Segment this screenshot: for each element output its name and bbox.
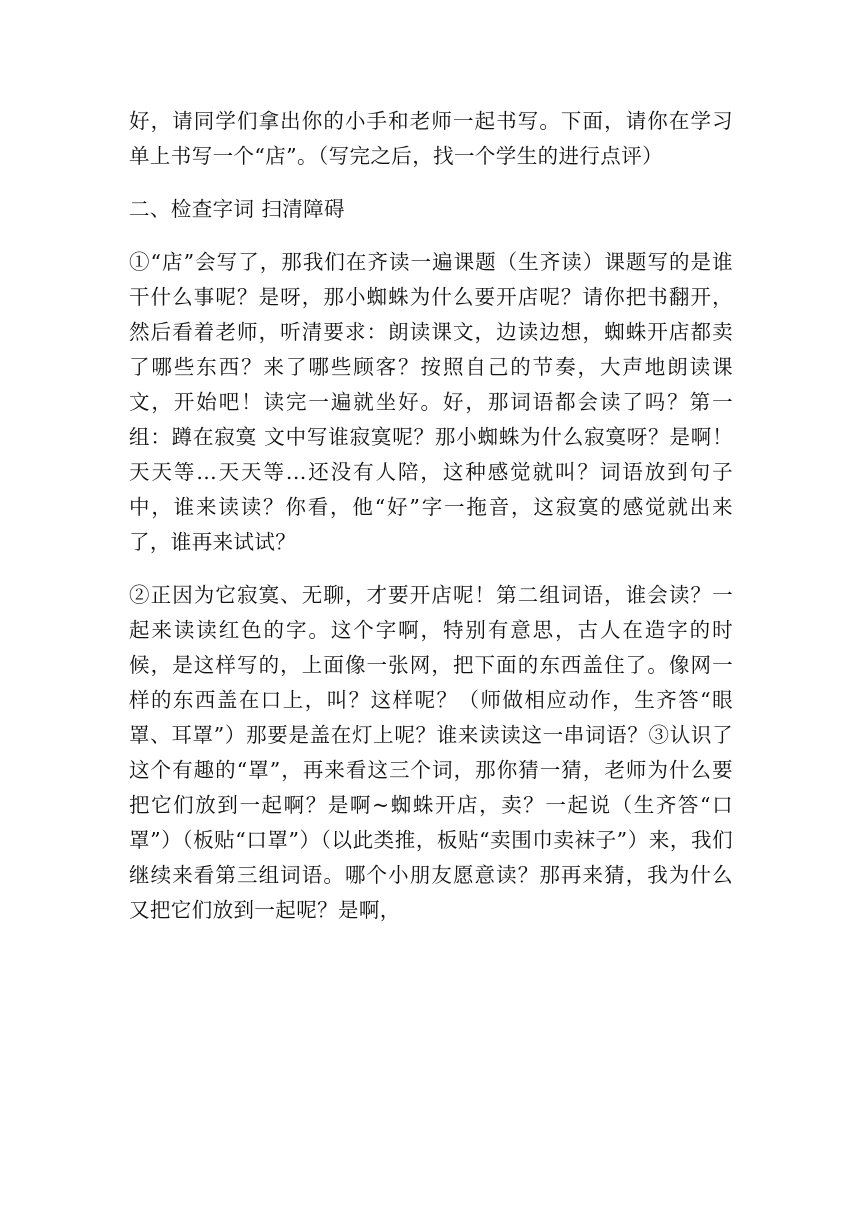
paragraph-read-title: ①“店”会写了，那我们在齐读一遍课题（生齐读）课题写的是谁干什么事呢？是呀，那小蜘蛛为什么要开店呢？请你把书翻开，然后看着老师，听清要求：朗读课文，边读边想，蜘蛛开店都卖了哪些东西？来了哪些顾客？按照自己的节奏，大声地朗读课文，开始吧！读完一遍就坐好。好，那词语都会读了吗？第一组：蹲在寂寞 文中写谁寂寞呢？那小蜘蛛为什么寂寞呀？是啊！天天等...天天等...还没有人陪，这种感觉就叫？词语放到句子中，谁来读读？你看，他“好”字一拖音，这寂寞的感觉就出来了，谁再来试试？ bbox=[129, 250, 733, 554]
section-heading-check-words: 二、检查字词 扫清障碍 bbox=[129, 197, 345, 221]
paragraph-writing-practice: 好，请同学们拿出你的小手和老师一起书写。下面，请你在学习单上书写一个“店”。（写完之后，找一个学生的进行点评） bbox=[129, 109, 733, 168]
document-body bbox=[129, 104, 733, 928]
paragraph-second-word-group: ②正因为它寂寞、无聊，才要开店呢！第二组词语，谁会读？一起来读读红色的字。这个字啊，特别有意思，古人在造字的时候，是这样写的，上面像一张网，把下面的东西盖住了。像网一样的东西盖在口上，叫？这样呢？（师做相应动作，生齐答“眼罩、耳罩”）那要是盖在灯上呢？谁来读读这一串词语？③认识了这个有趣的“罩”，再来看这三个词，那你猜一猜，老师为什么要把它们放到一起啊？是啊~蜘蛛开店，卖？一起说（生齐答“口罩”）（板贴“口罩”）（以此类推，板贴“卖围巾卖袜子”）来，我们继续来看第三组词语。哪个小朋友愿意读？那再来猜，我为什么又把它们放到一起呢？是啊， bbox=[129, 583, 733, 922]
